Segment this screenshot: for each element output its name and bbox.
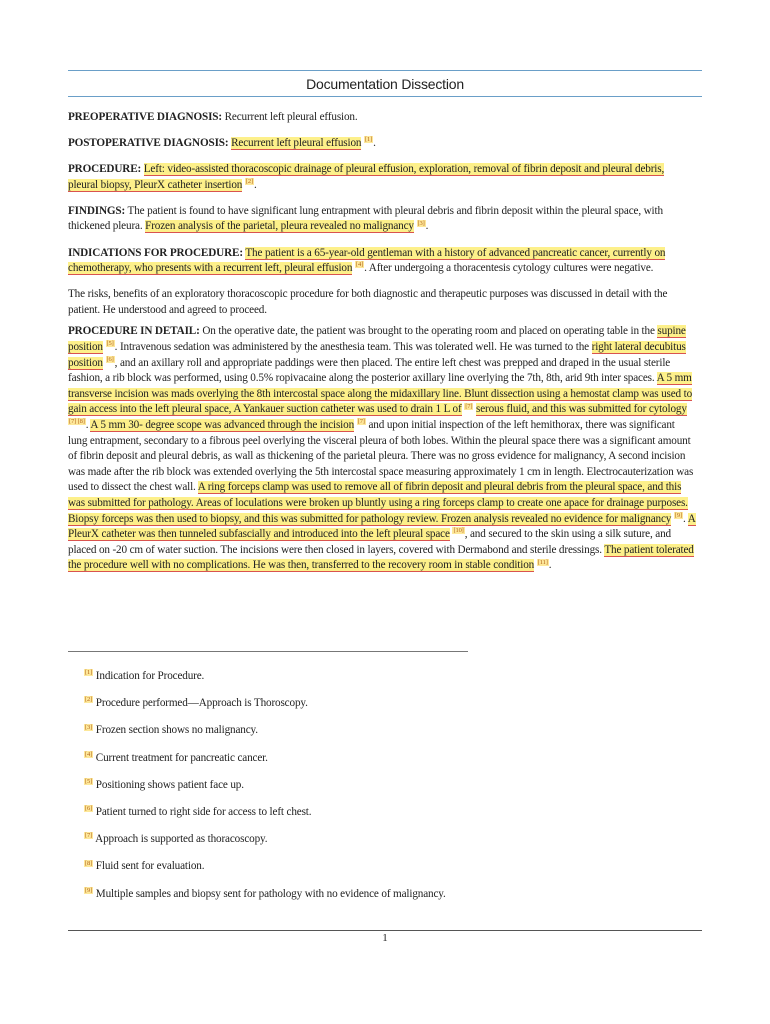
footnote-text: Procedure performed—Approach is Thoroscopy. (95, 697, 308, 710)
footnote-ref[interactable]: [11] (537, 558, 548, 566)
footnote-text: Positioning shows patient face up. (95, 778, 244, 791)
footnote-marker[interactable]: [9] (85, 886, 93, 894)
footnote-item (84, 886, 446, 913)
footnote-ref[interactable]: [1] (365, 136, 373, 144)
footer-rule (68, 930, 702, 931)
footnote-item (84, 777, 446, 804)
footnote-item (84, 695, 446, 722)
detail-text: . (548, 559, 552, 572)
preop-text: Recurrent left pleural effusion. (224, 111, 358, 123)
footnote-marker[interactable]: [3] (85, 723, 93, 731)
footnote-item (84, 722, 446, 749)
footnote-ref[interactable]: [7] (465, 402, 473, 410)
page-title: Documentation Dissection (306, 76, 464, 92)
footnote-text: Approach is supported as thoracoscopy. (95, 833, 268, 846)
indications-label: INDICATIONS FOR PROCEDURE: (68, 246, 243, 259)
footnote-marker[interactable]: [4] (85, 750, 93, 758)
preop-diagnosis (68, 110, 696, 126)
findings-highlight: Frozen analysis of the parietal, pleura revealed no malignancy (145, 220, 414, 233)
postop-label: POSTOPERATIVE DIAGNOSIS: (68, 137, 229, 150)
footnote-ref[interactable]: [7] [8] (69, 418, 85, 426)
postop-diagnosis (68, 136, 696, 152)
detail-text: . Intravenous sedation was administered by the anesthesia team. This was tolerated well. He was turned to the (114, 341, 589, 354)
findings-tail: . (425, 220, 429, 233)
detail-highlight: The patient tolerated the procedure well with no complications. He was then, transferred to the recovery room in stable condition (68, 543, 694, 572)
procedure-label: PROCEDURE: (68, 163, 142, 176)
risks-paragraph: The risks, benefits of an exploratory thoracoscopic procedure for both diagnostic and therapeutic purposes was discussed in detail with the patient. He understood and agreed to proceed. (68, 288, 668, 316)
footnote-item (84, 804, 446, 831)
footnote-text: Frozen section shows no malignancy. (95, 724, 258, 737)
footnote-text: Indication for Procedure. (95, 670, 205, 682)
page-number: 1 (382, 932, 388, 944)
footnote-ref[interactable]: [6] (106, 355, 114, 363)
detail-text: . (683, 512, 686, 525)
footnote-text: Multiple samples and biopsy sent for pathology with no evidence of malignancy. (95, 887, 446, 900)
separator-line-text (68, 640, 468, 652)
findings-label: FINDINGS: (68, 204, 126, 217)
footnote-item (84, 831, 446, 858)
footnote-text: Patient turned to right side for access to left chest. (95, 805, 312, 818)
footnote-item (84, 858, 446, 885)
footnote-text: Fluid sent for evaluation. (95, 860, 205, 873)
findings (68, 204, 696, 235)
footnote-item (84, 668, 446, 695)
postop-tail: . (373, 137, 376, 150)
footnote-ref[interactable]: [10] (453, 527, 464, 535)
detail-highlight: A PleurX catheter was then tunneled subfascially and introduced into the left pleural space (68, 512, 696, 541)
footnote-marker[interactable]: [7] (85, 832, 93, 840)
footnote-text: Current treatment for pancreatic cancer. (95, 751, 268, 764)
footnote-ref[interactable]: [9] (674, 511, 683, 519)
detail-text: On the operative date, the patient was brought to the operating room and placed on operating table in the (202, 325, 655, 338)
detail-highlight: A 5 mm 30- degree scope was advanced through the incision (90, 419, 355, 431)
indications-highlight: The patient is a 65-year-old gentleman with a history of advanced pancreatic cancer, currently on chemotherapy, who presents with a recurrent left, pleural effusion (68, 246, 666, 275)
header-rule-top (68, 70, 702, 71)
footnote-item (84, 750, 446, 777)
detail-highlight: supine position (68, 325, 686, 354)
indications-tail: . After undergoing a thoracentesis cytology cultures were negative. (364, 262, 654, 275)
footnote-ref[interactable]: [7] (357, 418, 365, 426)
procedure-tail: . (254, 178, 257, 191)
detail-text: , and an axillary roll and appropriate paddings were then placed. The entire left chest was prepped and draped in the usual sterile fashion, a rib block was performed, using 0.5% ropivacaine along the posterior axillary line overlying the 7th, 8th, arid 9th inter spaces. (68, 356, 671, 385)
report-body (68, 110, 696, 584)
footnote-ref[interactable]: [3] (417, 219, 425, 227)
indications (68, 246, 696, 277)
detail-text: , and secured to the skin using a silk suture, and placed on -20 cm of water suction. The incisions were then closed in layers, covered with Dermabond and sterile dressings. (68, 528, 671, 556)
findings-text: The patient is found to have significant lung entrapment with pleural debris and fibrin deposit within the pleural space, with thickened pleura. (68, 204, 663, 233)
preop-label: PREOPERATIVE DIAGNOSIS: (68, 111, 222, 123)
footnote-marker[interactable]: [6] (85, 805, 93, 813)
detail-label: PROCEDURE IN DETAIL: (68, 325, 200, 338)
detail-highlight: serous fluid, and this was submitted for cytology (476, 403, 687, 416)
procedure-highlight: Left: video-assisted thoracoscopic drainage of pleural effusion, exploration, removal of fibrin deposit and pleural debris, pleural biopsy, PleurX catheter insertion (68, 163, 665, 191)
procedure-detail (68, 324, 696, 574)
footnote-ref[interactable]: [4] (355, 261, 364, 269)
footnote-ref[interactable]: [5] (106, 340, 114, 348)
detail-highlight: right lateral decubitus position (68, 341, 686, 369)
detail-text: and upon initial inspection of the left hemithorax, there was significant lung entrapment, secondary to a fibrous peel overlying the visceral pleura of both lobes. Within the pleural space there was a significant amount of fibrin deposit and pleural debris, as wall as thickening of the parietal pleura. There was no gross evidence for malignancy, A second incision was made after the rib block was extended overlying the 5th intercostal space measuring approximately 1 cm in length. Electrocauterization was used to dissect the chest wall. (68, 419, 694, 494)
detail-highlight: A ring forceps clamp was used to remove all of fibrin deposit and pleural debris from the pleural space, and this was submitted for pathology. Areas of loculations were broken up bluntly using a ring forceps clamp to create one apace for drainage purposes. Biopsy forceps was then used to biopsy, and this was submitted for pathology review. Frozen analysis revealed no evidence for malignancy (68, 481, 688, 525)
footnote-marker[interactable]: [8] (85, 859, 93, 867)
procedure (68, 162, 696, 193)
header-rule-bottom (68, 96, 702, 97)
postop-highlight: Recurrent left pleural effusion (231, 137, 362, 150)
footnote-marker[interactable]: [2] (85, 696, 93, 704)
detail-highlight: A 5 mm transverse incision was mads overlying the 8th intercostal space along the midaxillary line. Blunt dissection using a hemostat clamp was used to gain access into the left pleural space, A Yankauer suction catheter was used to drain 1 L of (68, 372, 693, 416)
footnote-marker[interactable]: [1] (85, 669, 93, 677)
detail-text: . (85, 419, 89, 431)
footnotes-list (84, 668, 446, 913)
footnote-ref[interactable]: [2] (245, 178, 254, 186)
footnote-marker[interactable]: [5] (85, 778, 93, 786)
